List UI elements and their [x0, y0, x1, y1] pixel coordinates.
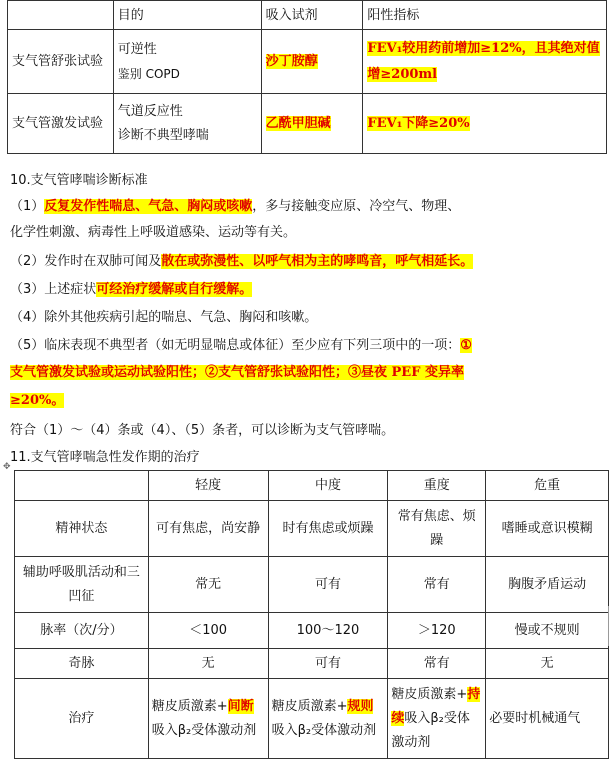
purpose-line: 诊断不典型哮喘 — [117, 127, 209, 143]
criterion-5-end — [10, 390, 64, 412]
table-row — [15, 501, 609, 557]
purpose-cell — [113, 94, 261, 154]
move-handle-icon[interactable]: ✥ — [3, 462, 11, 472]
criterion-highlight: ≥20%。 — [10, 393, 65, 408]
criterion-highlight: 可经治疗缓解或自行缓解。 — [96, 282, 253, 297]
header-cell: 危重 — [486, 471, 609, 501]
row-label: 脉率（次/分） — [15, 613, 149, 649]
header-cell: 重度 — [388, 471, 486, 501]
treatment-highlight: 持续 — [391, 686, 481, 726]
header-cell: 目的 — [113, 1, 261, 30]
criterion-5 — [10, 335, 472, 357]
table-row — [8, 94, 607, 154]
scrollbar[interactable] — [608, 606, 614, 646]
table-cell: 时有焦虑或烦躁 — [268, 501, 388, 557]
table-row — [15, 649, 609, 679]
treatment-highlight: 规则 — [347, 698, 374, 714]
row-label: 奇脉 — [15, 649, 149, 679]
reagent-cell — [261, 30, 363, 94]
header-cell: 中度 — [268, 471, 388, 501]
criterion-prefix: （3）上述症状 — [10, 282, 97, 297]
header-cell — [15, 471, 149, 501]
section-title: 11.支气管哮喘急性发作期的治疗 — [10, 450, 200, 465]
treatment-highlight: 间断 — [227, 698, 254, 714]
criterion-prefix: （2）发作时在双肺可闻及 — [10, 254, 162, 269]
section-title: 10.支气管哮喘诊断标准 — [10, 173, 148, 188]
table-row-treatment — [15, 679, 609, 759]
treatment-cell — [148, 679, 268, 759]
treatment-cell — [268, 679, 388, 759]
table-cell: 胸腹矛盾运动 — [486, 557, 609, 613]
table-cell: 常有焦虑、烦躁 — [388, 501, 486, 557]
criterion-1 — [10, 196, 460, 218]
criterion-text: ，多与接触变应原、冷空气、物理、 — [252, 199, 461, 214]
criterion-4: （4）除外其他疾病引起的喘息、气急、胸闷和咳嗽。 — [10, 310, 318, 325]
criterion-3 — [10, 279, 252, 301]
table-cell: 常有 — [388, 649, 486, 679]
criterion-5-continued — [10, 362, 464, 384]
criterion-highlight: 散在或弥漫性、以呼气相为主的哮鸣音，呼气相延长。 — [161, 254, 474, 269]
reagent-cell — [261, 94, 363, 154]
header-cell — [8, 1, 114, 30]
purpose-line: 气道反应性 — [117, 103, 183, 119]
table-row — [15, 557, 609, 613]
table-cell: 无 — [486, 649, 609, 679]
test-name: 支气管舒张试验 — [12, 53, 104, 69]
row-label: 辅助呼吸肌活动和三凹征 — [15, 557, 149, 613]
treatment-text: 糖皮质激素+ — [271, 698, 348, 714]
treatment-text: 糖皮质激素+ — [151, 698, 228, 714]
table-cell: ＜100 — [148, 613, 268, 649]
table-cell: 可有焦虑，尚安静 — [148, 501, 268, 557]
criterion-1-continued: 化学性刺激、病毒性上呼吸道感染、运动等有关。 — [10, 225, 297, 240]
purpose-cell — [113, 30, 261, 94]
treatment-text: 吸入β₂受体激动剂 — [151, 722, 257, 738]
table-cell: 常无 — [148, 557, 268, 613]
header-cell: 阳性指标 — [363, 1, 607, 30]
row-label: 精神状态 — [15, 501, 149, 557]
indicator-text: FEV₁较用药前增加≥12%，且其绝对值增≥200ml — [367, 40, 600, 82]
row-label: 治疗 — [15, 679, 149, 759]
criterion-highlight: 支气管激发试验或运动试验阳性；②支气管舒张试验阳性；③昼夜 PEF 变异率 — [10, 365, 464, 380]
treatment-text: 糖皮质激素+ — [391, 686, 468, 702]
table-cell: 可有 — [268, 649, 388, 679]
treatment-cell — [388, 679, 486, 759]
table-header-row — [8, 1, 607, 30]
table-cell: 嗜睡或意识模糊 — [486, 501, 609, 557]
treatment-text: 吸入β₂受体激动剂 — [271, 722, 377, 738]
indicator-cell — [363, 94, 607, 154]
reagent-text: 乙酰甲胆碱 — [265, 116, 331, 131]
diagnosis-conclusion: 符合（1）～（4）条或（4）、（5）条者，可以诊断为支气管哮喘。 — [10, 423, 395, 438]
treatment-cell: 必要时机械通气 — [486, 679, 609, 759]
criterion-prefix: （5）临床表现不典型者（如无明显喘息或体征）至少应有下列三项中的一项： — [10, 338, 461, 353]
treatment-text: 吸入β₂受体激动剂 — [391, 710, 470, 750]
reagent-text: 沙丁胺醇 — [265, 54, 318, 69]
purpose-line: 鉴别 COPD — [117, 66, 180, 81]
header-cell: 轻度 — [148, 471, 268, 501]
table-cell: ＞120 — [388, 613, 486, 649]
table-header-row — [15, 471, 609, 501]
table-cell: 可有 — [268, 557, 388, 613]
test-name-cell — [8, 94, 114, 154]
purpose-line: 可逆性 — [117, 41, 157, 57]
indicator-text: FEV₁下降≥20% — [367, 116, 470, 131]
criterion-2 — [10, 251, 473, 273]
header-cell: 吸入试剂 — [261, 1, 363, 30]
indicator-cell — [363, 30, 607, 94]
criterion-highlight: 反复发作性喘息、气急、胸闷或咳嗽 — [44, 199, 253, 214]
test-name: 支气管激发试验 — [12, 115, 104, 131]
table-cell: 常有 — [388, 557, 486, 613]
criterion-highlight: ① — [460, 338, 472, 353]
test-name-cell — [8, 30, 114, 94]
table-cell: 100～120 — [268, 613, 388, 649]
table-row — [15, 613, 609, 649]
table-cell: 慢或不规则 — [486, 613, 609, 649]
severity-table — [14, 470, 609, 759]
table-cell: 无 — [148, 649, 268, 679]
table-row — [8, 30, 607, 94]
test-comparison-table — [7, 0, 607, 154]
criterion-prefix: （1） — [10, 199, 45, 214]
